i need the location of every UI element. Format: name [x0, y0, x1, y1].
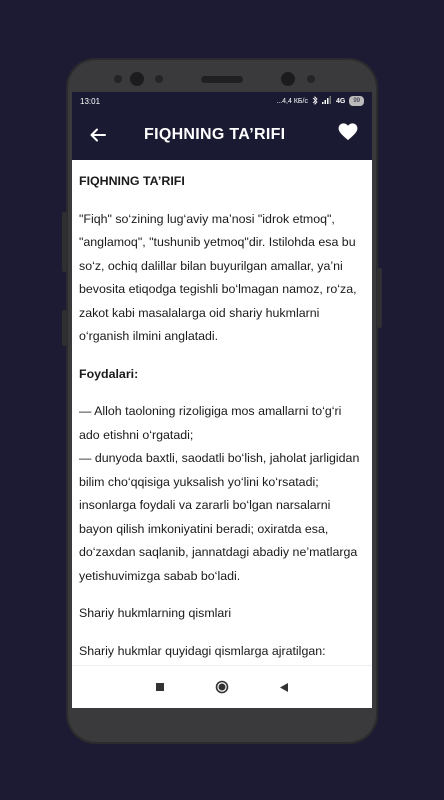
navigation-bar: [72, 665, 372, 708]
page-title: FIQHNING TA’RIFI: [144, 126, 286, 143]
status-bar: [72, 92, 372, 110]
power-button: [377, 268, 382, 328]
earpiece: [201, 76, 243, 83]
network-type: 4G: [335, 97, 346, 105]
front-sensor: [281, 72, 295, 86]
nav-back-button[interactable]: [253, 666, 315, 708]
article-paragraph: Shariy hukmlar quyidagi qismlarga ajratilgan:: [79, 643, 326, 658]
status-time: 13:01: [80, 96, 101, 106]
volume-down-button: [62, 310, 67, 346]
sensor-dot: [155, 75, 163, 83]
signal-icon: [322, 96, 332, 106]
home-button[interactable]: [191, 666, 253, 708]
bluetooth-icon: [312, 96, 318, 107]
arrow-left-icon: [90, 128, 106, 142]
volume-up-button: [62, 212, 67, 272]
status-icons: [276, 96, 364, 107]
sensor-dot: [307, 75, 315, 83]
app-bar: [72, 110, 372, 160]
back-button[interactable]: [86, 123, 110, 147]
sensor-dot: [114, 75, 122, 83]
benefit-item: — Alloh taoloning rizoligiga mos amallarni to‘g‘ri ado etishni o‘rgatadi;: [79, 404, 342, 442]
article-content: [72, 160, 372, 670]
article-subheading: Foydalari:: [79, 366, 139, 381]
circle-icon: [215, 680, 229, 694]
screen: [72, 92, 372, 708]
recents-button[interactable]: [129, 666, 191, 708]
article-paragraph: "Fiqh" so‘zining lug‘aviy ma’nosi "idrok etmoq", "anglamoq", "tushunib yetmoq"dir. Istilohda esa bu so‘z, ochiq dalillar bilan buyurilgan amallar, ya’ni bevosita etiqodga tegishli bo‘lmagan namoz, ro‘za, zakot kabi masalalarga oid shariy hukmlarni o‘rganish ilmini anglatadi.: [79, 211, 357, 343]
benefit-item: — dunyoda baxtli, saodatli bo‘lish, jaholat jarligidan bilim cho‘qqisiga yuksalish yo‘lini ko‘rsatadi; insonlarga foydali va zararli bo‘lgan narsalarni bayon qilish imkoniyatini beradi; oxiratda esa, do‘zaxdan saqlanib, jannatdagi abadiy ne’matlarga yetishuvimizga sabab bo‘ladi.: [79, 451, 360, 583]
front-camera: [130, 72, 144, 86]
battery-icon: 99: [349, 96, 364, 106]
triangle-back-icon: [279, 682, 289, 693]
network-speed: ...4,4 КБ/с: [276, 97, 308, 105]
article-paragraph: Shariy hukmlarning qismlari: [79, 606, 232, 620]
heart-icon: [338, 123, 358, 141]
square-icon: [155, 682, 165, 692]
favorite-button[interactable]: [338, 123, 362, 147]
article-heading: FIQHNING TA’RIFI: [79, 174, 185, 188]
